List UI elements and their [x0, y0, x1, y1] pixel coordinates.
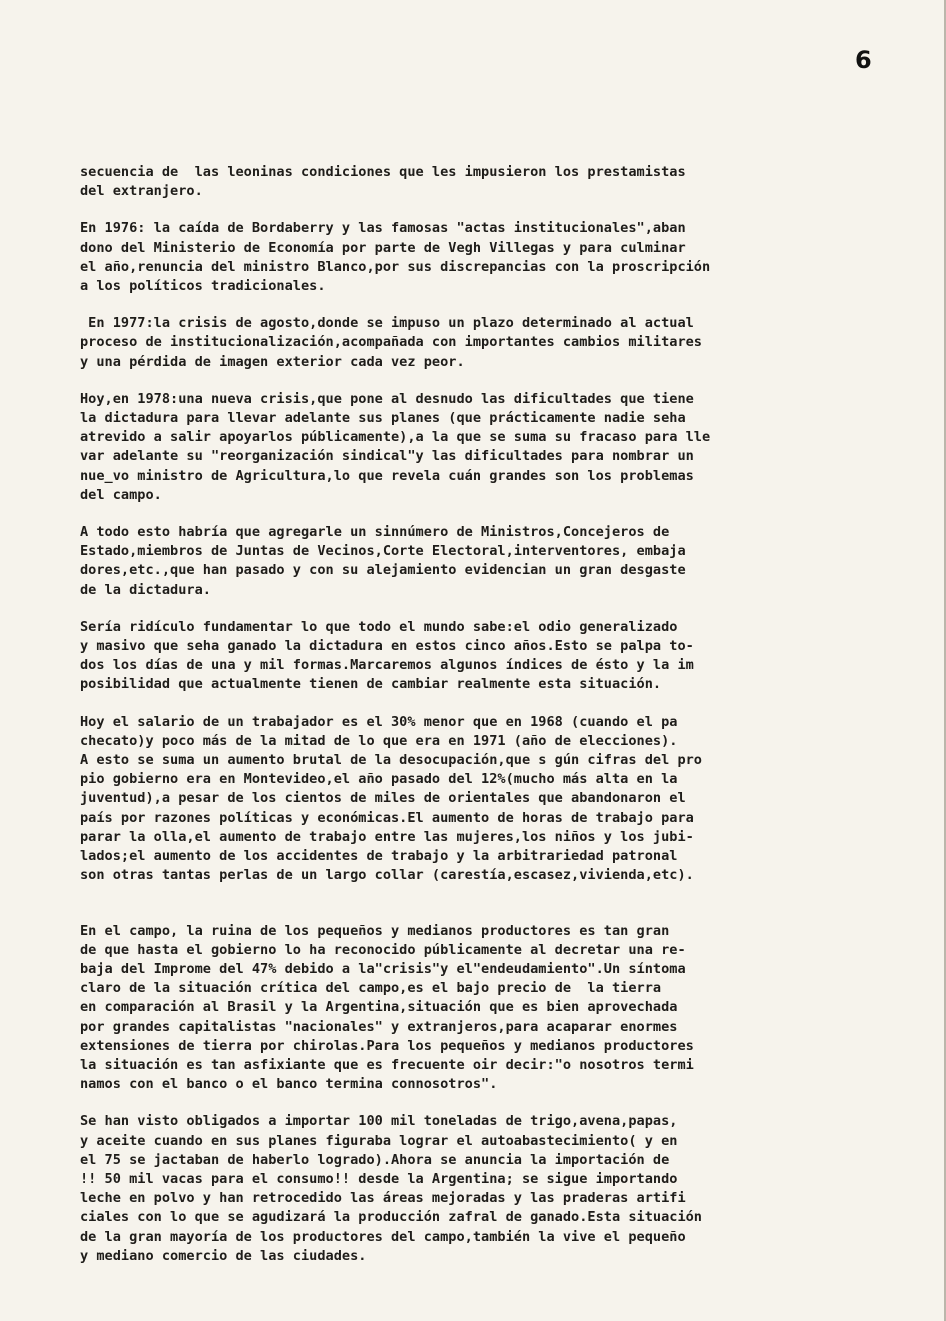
- paragraph-7: Hoy el salario de un trabajador es el 30% menor que en 1968 (cuando el pa checato)y poco más de la mitad de lo que era en 1971 (año de elecciones). A esto se suma un aumento brutal de la desocupación,que s gún cifras del pro pio gobierno era en Montevideo,el año pasado del 12%(mucho más alta en la juventud),a pesar de los cientos de miles de orientales que abandonaron el país por razones políticas y económicas.El aumento de horas de trabajo para parar la olla,el aumento de trabajo entre las mujeres,los niños y los jubi- lados;el aumento de los accidentes de trabajo y la arbitrariedad patronal son otras tantas perlas de un largo collar (carestía,escasez,vivienda,etc).: [80, 713, 702, 884]
- page-number: 6: [855, 46, 872, 74]
- paragraph-9: Se han visto obligados a importar 100 mil toneladas de trigo,avena,papas, y aceite cuando en sus planes figuraba lograr el autoabastecimiento( y en el 75 se jactaban de haberlo logrado).Ahora se anuncia la importación de !! 50 mil vacas para el consumo!! desde la Argentina; se sigue importando leche en polvo y han retrocedido las áreas mejoradas y las praderas artifi ciales con lo que se agudizará la producción zafral de ganado.Esta situación de la gran mayoría de los productores del campo,también la vive el pequeño y mediano comercio de las ciudades.: [80, 1113, 702, 1264]
- paragraph-5: A todo esto habría que agregarle un sinnúmero de Ministros,Concejeros de Estado,miembros de Juntas de Vecinos,Corte Electoral,interventores, embaja dores,etc.,que han pasado y con su alejamiento evidencian un gran desgaste de la dictadura.: [80, 524, 686, 598]
- paragraph-4: Hoy,en 1978:una nueva crisis,que pone al desnudo las dificultades que tiene la dictadura para llevar adelante sus planes (que prácticamente nadie seha atrevido a salir apoyarlos públicamente),a la que se suma su fracaso para lle var adelante su "reorganización sindical"y las dificultades para nombrar un nue_vo ministro de Agricultura,lo que revela cuán grandes son los problemas del campo.: [80, 390, 711, 503]
- paragraph-6: Sería ridículo fundamentar lo que todo el mundo sabe:el odio generalizado y masivo que seha ganado la dictadura en estos cinco años.Esto se palpa to- dos los días de una y mil formas.Marcaremos algunos índices de ésto y la im posibilidad que actualmente tienen de cambiar realmente esta situación.: [80, 618, 694, 693]
- paragraph-2: En 1976: la caída de Bordaberry y las famosas "actas institucionales",aban dono del Ministerio de Economía por parte de Vegh Villegas y para culminar el año,renuncia del ministro Blanco,por sus discrepancias con la proscripción a los políticos tradicionales.: [80, 220, 711, 295]
- paragraph-3: En 1977:la crisis de agosto,donde se impuso un plazo determinado al actual proceso de institucionalización,acompañada con importantes cambios militares y una pérdida de imagen exterior cada vez peor.: [80, 315, 702, 370]
- document-body: [80, 163, 865, 1266]
- paragraph-8: En el campo, la ruina de los pequeños y medianos productores es tan gran de que hasta el gobierno lo ha reconocido públicamente al decretar una re- baja del Improme del 47% debido a la"crisis"y el"endeudamiento".Un síntoma claro de la situación crítica del campo,es el bajo precio de la tierra en comparación al Brasil y la Argentina,situación que es bien aprovechada por grandes capitalistas "nacionales" y extranjeros,para acaparar enormes extensiones de tierra por chirolas.Para los pequeños y medianos productores la situación es tan asfixiante que es frecuente oir decir:"o nosotros termi namos con el banco o el banco termina connosotros".: [80, 922, 694, 1093]
- paragraph-1: secuencia de las leoninas condiciones que les impusieron los prestamistas del extranjero.: [80, 164, 686, 200]
